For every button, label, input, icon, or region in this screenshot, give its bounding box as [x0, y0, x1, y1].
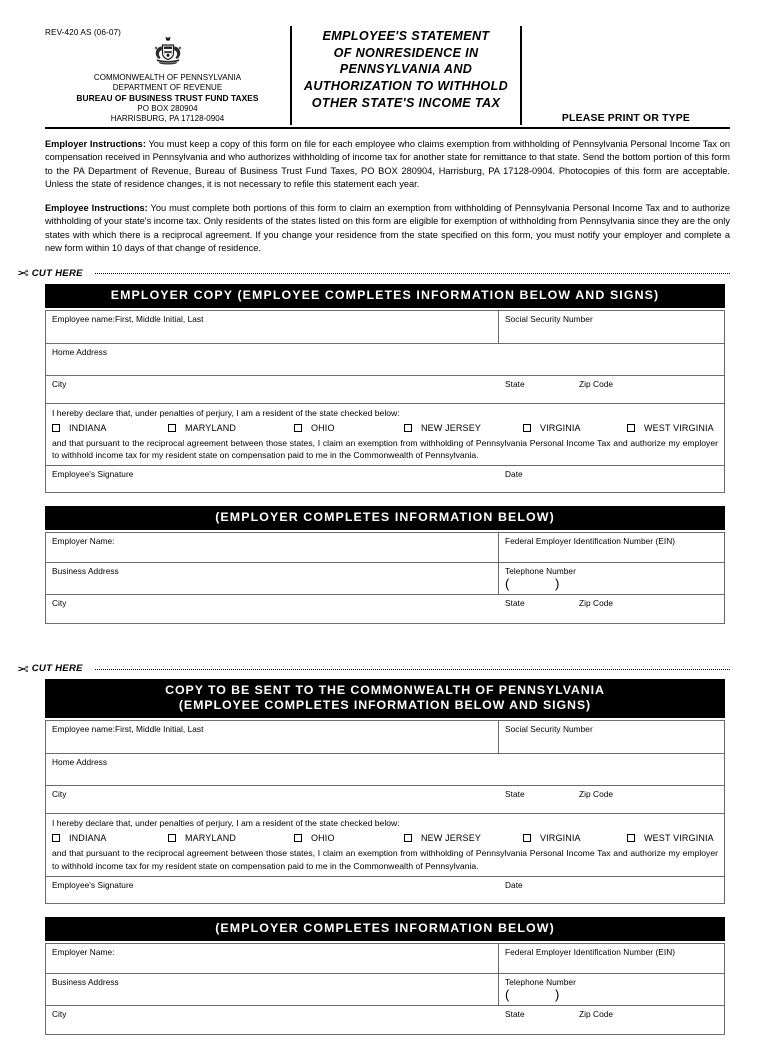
checkbox-icon[interactable] [294, 424, 302, 432]
ein-cell-1[interactable] [499, 533, 724, 562]
state-checkbox-west-virginia-2[interactable] [627, 833, 714, 843]
employee-name-cell-2[interactable] [46, 721, 499, 753]
checkbox-icon[interactable] [523, 834, 531, 842]
employer-completes-banner-wrap-1 [45, 506, 725, 530]
telephone-label-2: Telephone Number [505, 977, 576, 987]
business-address-cell-2[interactable] [46, 974, 499, 1005]
commonwealth-banner-line2: (EMPLOYEE COMPLETES INFORMATION BELOW AND SIGNS) [178, 698, 592, 713]
employee-info-table-1 [45, 310, 725, 493]
employee-name-label-1: Employee name: [52, 313, 115, 324]
state-label-ohio-1: OHIO [311, 422, 335, 433]
telephone-parens-2: ( ) [505, 987, 581, 1002]
checkbox-icon[interactable] [168, 834, 176, 842]
employer-city-label-1: City [52, 598, 67, 609]
state-checkbox-virginia-1[interactable] [523, 423, 627, 433]
checkbox-icon[interactable] [52, 834, 60, 842]
ein-cell-2[interactable] [499, 944, 724, 973]
employer-copy-banner: EMPLOYER COPY (EMPLOYEE COMPLETES INFORMATION BELOW AND SIGNS) [45, 284, 725, 308]
ein-label-2: Federal Employer Identification Number (EIN) [505, 947, 676, 957]
home-address-label-1: Home Address [52, 346, 108, 357]
employee-instructions-text: You must complete both portions of this form to claim an exemption from withholding of Pennsylvania Personal Income Tax and to authorize withholding of your state's income tax. Only residents of the states listed on this form are eligible for exemption of withholding from Pennsylvania since they are the only states with which there is a reciprocal agreement. If you change your residence from the state specified on this form, you must notify your employer and complete a new form within 10 days of that change of residence. [45, 202, 730, 254]
state-checkbox-maryland-2[interactable] [168, 833, 294, 843]
state-checkbox-group-2 [52, 833, 718, 843]
state-label-1: State [505, 378, 525, 389]
ssn-label-2: Social Security Number [505, 724, 593, 735]
please-print-label: PLEASE PRINT OR TYPE [561, 112, 691, 124]
employer-copy-banner-wrap [45, 284, 725, 308]
form-page [0, 26, 770, 1050]
employer-state-label-2: State [505, 1009, 525, 1019]
commonwealth-banner-line1: COPY TO BE SENT TO THE COMMONWEALTH OF PENNSYLVANIA [165, 683, 605, 698]
title-line-4: OTHER STATE'S INCOME TAX [311, 95, 501, 110]
employer-instructions [45, 138, 730, 192]
state-checkbox-ohio-2[interactable] [294, 833, 404, 843]
scissors-icon: ✂ [17, 265, 29, 282]
commonwealth-copy-banner [45, 679, 725, 718]
agency-line-3: PO BOX 280904 [137, 104, 198, 114]
title-line-0: EMPLOYEE'S STATEMENT [322, 29, 490, 43]
ssn-cell-2[interactable] [499, 721, 724, 753]
signature-label-2: Employee's Signature [52, 879, 134, 890]
employee-name-hint-1: First, Middle Initial, Last [114, 313, 204, 324]
state-label-ohio-2: OHIO [311, 833, 335, 844]
home-address-cell-1[interactable] [46, 344, 724, 375]
agency-address-block [45, 73, 290, 125]
employer-instructions-label: Employer Instructions: [45, 138, 146, 149]
employer-name-cell-1[interactable] [46, 533, 499, 562]
form-header [45, 26, 730, 127]
signature-row-2 [46, 877, 724, 903]
instructions-section [45, 138, 730, 256]
city-state-zip-cell-1[interactable] [46, 376, 724, 403]
employer-name-label-2: Employer Name: [52, 947, 115, 957]
scissors-icon: ✂ [17, 660, 29, 677]
checkbox-icon[interactable] [168, 424, 176, 432]
cut-here-row-2 [17, 661, 730, 676]
state-checkbox-ohio-1[interactable] [294, 423, 404, 433]
zip-label-2: Zip Code [579, 789, 614, 800]
employer-info-table-2 [45, 943, 725, 1035]
business-address-label-2: Business Address [52, 977, 119, 987]
telephone-cell-1[interactable] [499, 563, 724, 594]
employer-zip-label-1: Zip Code [579, 598, 614, 609]
state-checkbox-new-jersey-1[interactable] [404, 423, 523, 433]
employer-city-label-2: City [52, 1009, 67, 1019]
employee-info-table-2 [45, 720, 725, 903]
state-label-virginia-1: VIRGINIA [540, 422, 581, 433]
cut-line-1 [95, 273, 730, 274]
cut-line-2 [95, 669, 730, 670]
commonwealth-copy-banner-wrap [45, 679, 725, 718]
state-checkbox-west-virginia-1[interactable] [627, 423, 714, 433]
ssn-label-1: Social Security Number [505, 313, 593, 324]
city-state-zip-cell-2[interactable] [46, 786, 724, 813]
business-address-cell-1[interactable] [46, 563, 499, 594]
checkbox-icon[interactable] [627, 424, 635, 432]
state-label-new-jersey-2: NEW JERSEY [421, 833, 482, 844]
home-address-cell-2[interactable] [46, 754, 724, 785]
header-divider [45, 127, 730, 129]
state-label-new-jersey-1: NEW JERSEY [421, 422, 482, 433]
state-label-2: State [505, 789, 525, 800]
employer-name-row-1 [46, 533, 724, 563]
declaration-body-2: and that pursuant to the reciprocal agreement between those states, I claim an exemption from withholding of Pennsylvania Personal Income Tax and authorize my employer to withhold income tax for my resident state on compensation paid to me in the Commonwealth of Pennsylvania. [52, 848, 718, 871]
employer-instructions-text: You must keep a copy of this form on file for each employee who claims exemption from withholding of Pennsylvania Personal Income Tax on compensation received in Pennsylvania and who authorizes withholding of income tax for another state for remittance to that state. Send the bottom portion of this form to the PA Department of Revenue, Bureau of Business Trust Fund Taxes, PO BOX 280904, Harrisburg, PA 17128-0904. Photocopies of this form are acceptable. Unless the state of residence changes, it is not necessary to refile this statement each year. [45, 138, 730, 190]
signature-cell-1[interactable] [46, 466, 724, 492]
agency-line-1: DEPARTMENT OF REVENUE [112, 83, 223, 93]
home-address-row-1 [46, 344, 724, 376]
city-label-1: City [52, 378, 67, 389]
employee-name-cell-1[interactable] [46, 311, 499, 343]
employer-city-cell-2[interactable] [46, 1006, 724, 1034]
signature-label-1: Employee's Signature [52, 469, 134, 480]
zip-label-1: Zip Code [579, 378, 614, 389]
cut-here-label-1: CUT HERE [31, 267, 83, 279]
date-label-1: Date [505, 469, 523, 480]
state-checkbox-group-1 [52, 423, 718, 433]
state-label-maryland-2: MARYLAND [185, 833, 237, 844]
state-label-virginia-2: VIRGINIA [540, 833, 581, 844]
state-label-maryland-1: MARYLAND [185, 422, 237, 433]
title-line-2: PENNSYLVANIA AND [339, 62, 473, 77]
declaration-intro-1: I hereby declare that, under penalties of perjury, I am a resident of the state checked below: [52, 407, 400, 418]
signature-row-1 [46, 466, 724, 492]
employee-name-row-1 [46, 311, 724, 344]
state-checkbox-virginia-2[interactable] [523, 833, 627, 843]
employee-instructions [45, 202, 730, 256]
checkbox-icon[interactable] [404, 424, 412, 432]
employer-city-row-2 [46, 1006, 724, 1034]
telephone-parens-1: ( ) [505, 576, 581, 592]
agency-line-0: COMMONWEALTH OF PENNSYLVANIA [93, 73, 242, 82]
agency-line-2: BUREAU OF BUSINESS TRUST FUND TAXES [76, 93, 259, 104]
checkbox-icon[interactable] [52, 424, 60, 432]
state-checkbox-indiana-2[interactable] [52, 833, 168, 843]
employer-name-label-1: Employer Name: [52, 536, 115, 547]
state-checkbox-maryland-1[interactable] [168, 423, 294, 433]
employer-completes-banner-1: (EMPLOYER COMPLETES INFORMATION BELOW) [45, 506, 725, 530]
ein-label-1: Federal Employer Identification Number (EIN) [505, 536, 676, 547]
employee-instructions-label: Employee Instructions: [45, 202, 148, 213]
state-label-west-virginia-2: WEST VIRGINIA [644, 833, 714, 844]
declaration-intro-2: I hereby declare that, under penalties of perjury, I am a resident of the state checked below: [52, 818, 400, 829]
home-address-row-2 [46, 754, 724, 786]
employee-name-hint-2: First, Middle Initial, Last [114, 724, 204, 735]
checkbox-icon[interactable] [294, 834, 302, 842]
telephone-cell-2[interactable] [499, 974, 724, 1005]
title-line-1: OF NONRESIDENCE IN [333, 45, 479, 60]
home-address-label-2: Home Address [52, 757, 108, 768]
checkbox-icon[interactable] [404, 834, 412, 842]
business-address-row-2 [46, 974, 724, 1006]
employer-name-row-2 [46, 944, 724, 974]
title-line-3: AUTHORIZATION TO WITHHOLD [303, 79, 509, 94]
revision-number: REV-420 AS (06-07) [45, 28, 121, 37]
form-title-block [290, 26, 522, 125]
declaration-block-1 [46, 404, 724, 466]
declaration-body-1: and that pursuant to the reciprocal agreement between those states, I claim an exemption from withholding of Pennsylvania Personal Income Tax and authorize my employer to withhold income tax for my resident state on compensation paid to me in the Commonwealth of Pennsylvania. [52, 437, 718, 460]
telephone-label-1: Telephone Number [505, 566, 576, 577]
cut-here-label-2: CUT HERE [31, 663, 83, 675]
business-address-row-1 [46, 563, 724, 595]
state-label-indiana-2: INDIANA [69, 833, 107, 844]
city-state-zip-row-2 [46, 786, 724, 814]
employer-completes-banner-2: (EMPLOYER COMPLETES INFORMATION BELOW) [45, 917, 725, 941]
state-checkbox-new-jersey-2[interactable] [404, 833, 523, 843]
employer-completes-banner-wrap-2 [45, 917, 725, 941]
employer-city-row-1 [46, 595, 724, 623]
city-state-zip-row-1 [46, 376, 724, 404]
checkbox-icon[interactable] [627, 834, 635, 842]
agency-block [45, 26, 290, 125]
business-address-label-1: Business Address [52, 566, 119, 577]
signature-cell-2[interactable] [46, 877, 724, 903]
city-label-2: City [52, 789, 67, 800]
employer-city-cell-1[interactable] [46, 595, 724, 623]
state-checkbox-indiana-1[interactable] [52, 423, 168, 433]
agency-line-4: HARRISBURG, PA 17128-0904 [110, 114, 225, 124]
ssn-cell-1[interactable] [499, 311, 724, 343]
cut-here-row-1 [17, 266, 730, 281]
declaration-block-2 [46, 814, 724, 876]
checkbox-icon[interactable] [523, 424, 531, 432]
coat-of-arms-icon [45, 36, 290, 71]
print-instruction-block [522, 26, 730, 125]
employer-name-cell-2[interactable] [46, 944, 499, 973]
state-label-west-virginia-1: WEST VIRGINIA [644, 422, 714, 433]
employee-name-label-2: Employee name: [52, 724, 115, 735]
employee-name-row-2 [46, 721, 724, 754]
date-label-2: Date [505, 879, 523, 890]
employer-info-table-1 [45, 532, 725, 624]
state-label-indiana-1: INDIANA [69, 422, 107, 433]
employer-zip-label-2: Zip Code [579, 1009, 614, 1019]
employer-state-label-1: State [505, 598, 525, 609]
